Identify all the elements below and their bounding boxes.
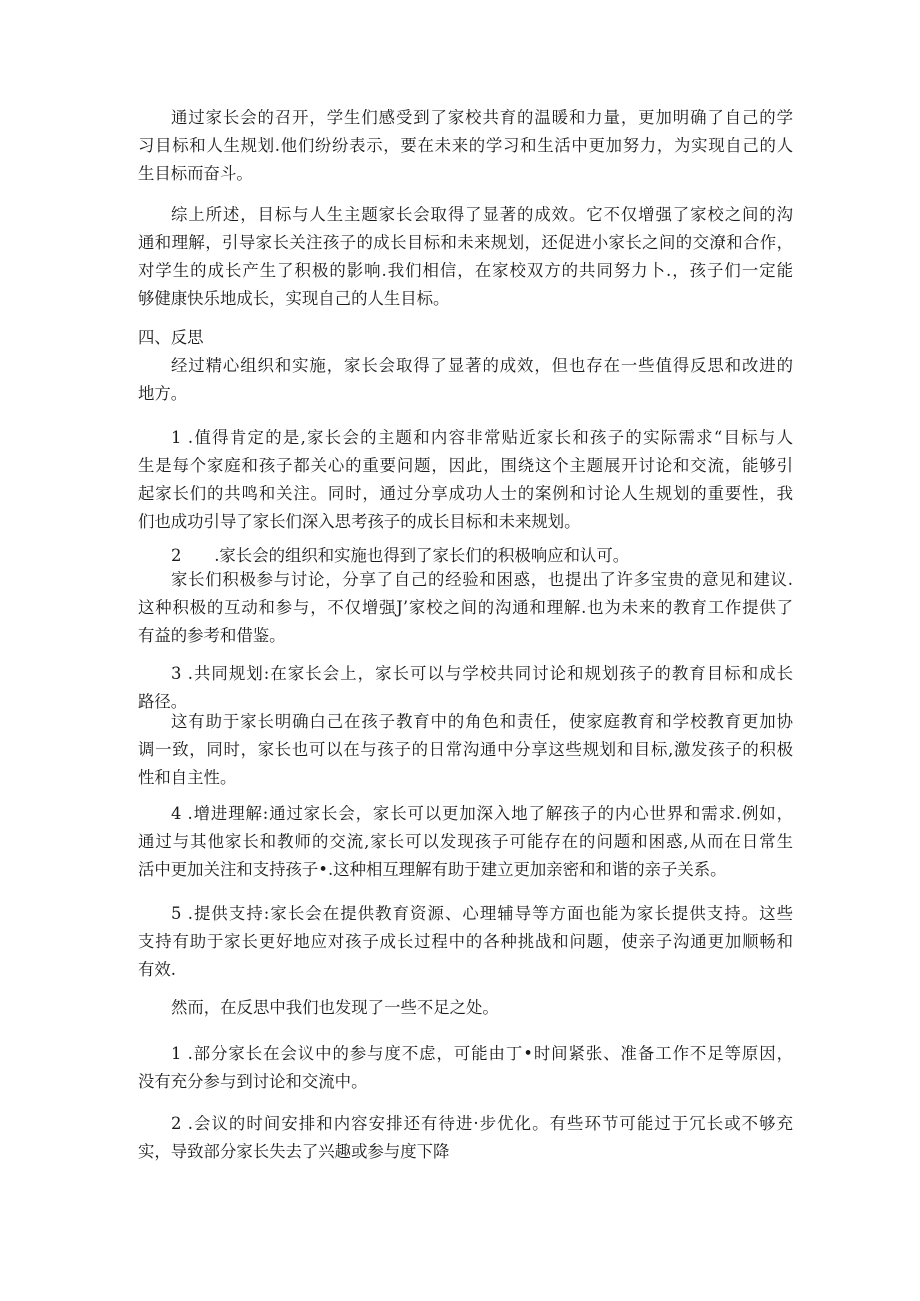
text-line: 性和自主性。 [138,768,237,787]
text-line: 路径。 [138,692,188,711]
text-line: 生目标而奋斗。 [138,164,253,183]
text-line: 2 .家长会的组织和实施也得到了家长们的积极响应和认可。 [171,546,630,565]
text-line: 然而，在反思中我们也发现了一些不足之处。 [171,998,499,1017]
text-line: 3 .共同规划:在家长会上，家长可以与学校共同讨论和规划孩子的教育目标和成长 [171,664,793,683]
text-line: 有效. [138,960,176,979]
text-line: 综上所述，目标与人生主题家长会取得了显著的成效。它不仅增强了家校之间的沟 [171,205,793,224]
text-line: 5 .提供支持:家长会在提供教育资源、心理辅导等方面也能为家长提供支持。这些 [171,904,793,923]
text-line: 起家长们的共鸣和关注。同时，通过分享成功人士的案例和讨论人生规划的重要性，我 [138,484,793,503]
text-line: 1 .部分家长在会议中的参与度不虑，可能由丁•时间紧张、准备工作不足等原因， [171,1044,793,1063]
paragraph-point-3-detail [138,708,793,792]
text-line: 支持有助于家长更好地应对孩子成长过程中的各种挑战和问题，使亲子沟通更加顺畅和 [138,932,793,951]
paragraph-shortcoming-2 [138,1110,793,1166]
text-line: 实，导致部分家长失去了兴趣或参与度下降 [138,1142,450,1161]
text-line: 活中更加关注和支持孩子•.这种相互理解有助于建立更加亲密和和谐的亲子关系。 [138,860,727,879]
text-line: 对学生的成长产生了积极的影响.我们相信，在家校双方的共同努力卜.，孩子们一定能 [138,261,793,280]
text-line: 调一致，同时，家长也可以在与孩子的日常沟通中分享这些规划和目标,激发孩子的积极 [138,740,793,759]
text-line: 家长们积极参与讨论，分享了自己的经验和困惑，也提出了许多宝贵的意见和建议. [171,570,793,589]
text-line: 没有充分参与到讨论和交流中。 [138,1072,368,1091]
text-line: 2 .会议的时间安排和内容安排还有待进·步优化。有些环节可能过于冗长或不够充 [171,1114,793,1133]
text-line: 通过与其他家长和教师的交流,家长可以发现孩子可能存在的问题和困惑,从而在日常生 [138,832,793,851]
paragraph-point-5 [138,900,793,984]
text-line: 1 .值得肯定的是,家长会的主题和内容非常贴近家长和孩子的实际需求“目标与人 [171,428,793,447]
text-line: 通过家长会的召开，学生们感受到了家校共育的温暖和力量，更加明确了自己的学 [171,108,793,127]
text-line: 这种积极的互动和参与，不仅增强J’家校之间的沟通和理解.也为未来的教育工作提供了 [138,598,793,617]
section-heading-reflection [138,324,793,352]
text-line: 地方。 [138,384,188,403]
section-heading: 四、反思 [138,328,204,347]
text-line: 4 .增进理解:通过家长会，家长可以更加深入地了解孩子的内心世界和需求.例如， [171,804,793,823]
paragraph-reflection-intro [138,352,793,408]
paragraph-shortcoming-1 [138,1040,793,1096]
paragraph-outcome [138,104,793,188]
text-line: 生是每个家庭和孩子都关心的重要问题，因此，围绕这个主题展开讨论和交流，能够引 [138,456,793,475]
text-line: 习目标和人生规划.他们纷纷表示，要在未来的学习和生活中更加努力，为实现自己的人 [138,136,793,155]
paragraph-shortcomings-intro [138,994,793,1022]
text-line: 通和理解，引导家长关注孩子的成长目标和未来规划，还促进小家长之间的交潦和合作， [138,233,793,252]
text-line: 有益的参考和借鉴。 [138,626,286,645]
text-line: 们也成功引导了家长们深入思考孩子的成长目标和未来规划。 [138,512,581,531]
text-line: 经过精心组织和实施，家长会取得了显著的成效，但也存在一些值得反思和改进的 [171,356,793,375]
paragraph-point-2-detail [138,566,793,650]
text-line: 够健康快乐地成长，实现自己的人生目标。 [138,289,450,308]
paragraph-point-4 [138,800,793,884]
text-line: 这有助于家长明确白己在孩子教育中的角色和责任，使家庭教育和学校教育更加协 [171,712,793,731]
paragraph-summary [138,201,793,313]
paragraph-point-1 [138,424,793,536]
